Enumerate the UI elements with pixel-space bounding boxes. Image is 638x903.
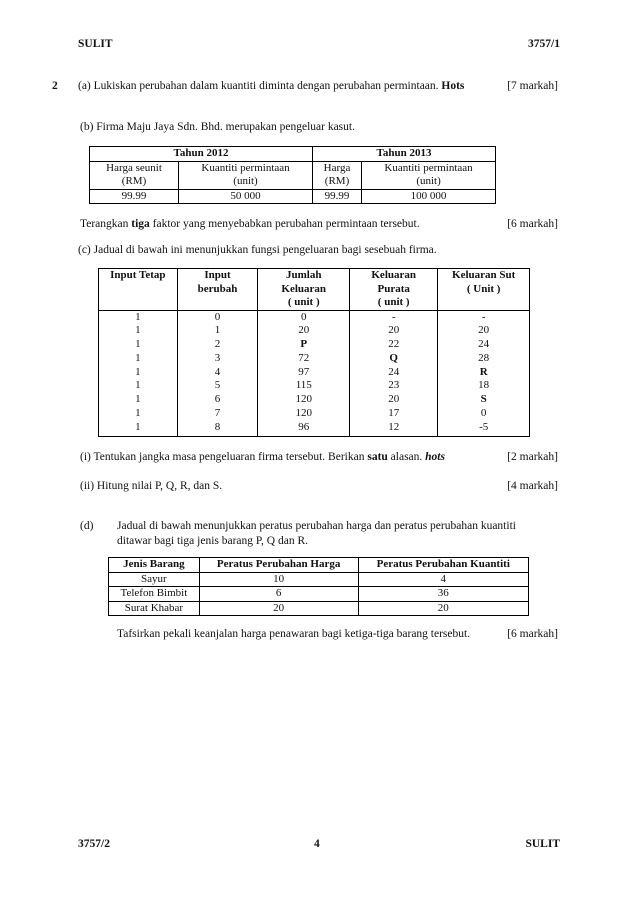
question-b-task: Terangkan tiga faktor yang menyebabkan perubahan permintaan tersebut. — [80, 218, 420, 230]
table-cell: 0 — [177, 310, 258, 324]
table-cell: 115 — [258, 379, 350, 393]
table-cell: 12 — [350, 421, 438, 436]
year-2013-header: Tahun 2013 — [312, 147, 495, 162]
table-row — [109, 587, 529, 602]
question-c-i: (i) Tentukan jangka masa pengeluaran firma tersebut. Berikan satu alasan. hots — [80, 451, 445, 463]
year-2012-header: Tahun 2012 — [90, 147, 313, 162]
question-b-intro: (b) Firma Maju Jaya Sdn. Bhd. merupakan pengeluar kasut. — [80, 121, 355, 133]
table-cell: - — [438, 310, 530, 324]
question-d-line2: ditawar bagi tiga jenis barang P, Q dan R. — [117, 535, 308, 547]
price-2013: 99.99 — [312, 189, 361, 204]
production-table — [98, 268, 530, 437]
table-cell: 7 — [177, 407, 258, 421]
table-cell: 72 — [258, 352, 350, 366]
question-d-label: (d) — [80, 520, 94, 532]
question-d-marks: [6 markah] — [507, 628, 558, 640]
table-cell: 0 — [258, 310, 350, 324]
col-peratus-harga: Peratus Perubahan Harga — [199, 558, 358, 573]
table-cell: 97 — [258, 366, 350, 380]
table-cell: 20 — [350, 393, 438, 407]
table-cell: 20 — [350, 324, 438, 338]
table-cell: 120 — [258, 407, 350, 421]
question-c-ii-marks: [4 markah] — [507, 480, 558, 492]
table-row — [99, 366, 530, 380]
question-d-task: Tafsirkan pekali keanjalan harga penawaran bagi ketiga-tiga barang tersebut. — [117, 628, 471, 640]
table-cell: 36 — [358, 587, 528, 602]
question-number: 2 — [52, 80, 58, 92]
table-cell: 5 — [177, 379, 258, 393]
table-cell: 28 — [438, 352, 530, 366]
col-input-berubah: Input berubah — [177, 269, 258, 311]
table-row — [109, 572, 529, 587]
table-row — [99, 407, 530, 421]
table-row — [99, 324, 530, 338]
table-cell: P — [258, 338, 350, 352]
table-cell: 1 — [99, 324, 178, 338]
question-a-marks: [7 markah] — [507, 80, 558, 92]
table-cell: 1 — [99, 338, 178, 352]
elasticity-table-body — [109, 572, 529, 616]
table-row — [99, 338, 530, 352]
table-cell: S — [438, 393, 530, 407]
table-cell: 1 — [177, 324, 258, 338]
qty-2013: 100 000 — [362, 189, 496, 204]
table-cell: 17 — [350, 407, 438, 421]
table-cell: 1 — [99, 366, 178, 380]
col-peratus-kuantiti: Peratus Perubahan Kuantiti — [358, 558, 528, 573]
table-cell: 20 — [358, 601, 528, 616]
table-row — [99, 421, 530, 436]
qty-2012-header: Kuantiti permintaan (unit) — [179, 161, 313, 189]
col-keluaran-sut: Keluaran Sut ( Unit ) — [438, 269, 530, 311]
price-2013-header: Harga (RM) — [312, 161, 361, 189]
table-cell: 24 — [350, 366, 438, 380]
table-cell: 96 — [258, 421, 350, 436]
qty-2013-header: Kuantiti permintaan (unit) — [362, 161, 496, 189]
question-c-ii: (ii) Hitung nilai P, Q, R, dan S. — [80, 480, 223, 492]
table-row — [99, 310, 530, 324]
table-cell: Telefon Bimbit — [109, 587, 200, 602]
table-cell: 1 — [99, 379, 178, 393]
table-cell: R — [438, 366, 530, 380]
table-row — [99, 379, 530, 393]
table-cell: 1 — [99, 310, 178, 324]
table-cell: -5 — [438, 421, 530, 436]
table-cell: 24 — [438, 338, 530, 352]
question-c-intro: (c) Jadual di bawah ini menunjukkan fungsi pengeluaran bagi sesebuah firma. — [78, 244, 437, 256]
table-cell: 4 — [358, 572, 528, 587]
table-cell: 10 — [199, 572, 358, 587]
footer-right: SULIT — [525, 838, 560, 850]
table-cell: 3 — [177, 352, 258, 366]
question-b-marks: [6 markah] — [507, 218, 558, 230]
table-cell: 6 — [177, 393, 258, 407]
table-cell: 1 — [99, 393, 178, 407]
table-cell: 120 — [258, 393, 350, 407]
col-keluaran-purata: Keluaran Purata ( unit ) — [350, 269, 438, 311]
elasticity-table — [108, 557, 529, 616]
question-d-line1: Jadual di bawah menunjukkan peratus perubahan harga dan peratus perubahan kuantiti — [117, 520, 516, 532]
table-cell: Q — [350, 352, 438, 366]
table-row — [99, 393, 530, 407]
table-cell: 22 — [350, 338, 438, 352]
price-2012: 99.99 — [90, 189, 179, 204]
table-cell: Surat Khabar — [109, 601, 200, 616]
footer-left: 3757/2 — [78, 838, 110, 850]
table-row — [109, 601, 529, 616]
header-left: SULIT — [78, 38, 113, 50]
table-cell: 4 — [177, 366, 258, 380]
demand-table — [89, 146, 496, 204]
table-cell: 2 — [177, 338, 258, 352]
table-cell: 1 — [99, 421, 178, 436]
table-cell: 0 — [438, 407, 530, 421]
col-jumlah-keluaran: Jumlah Keluaran ( unit ) — [258, 269, 350, 311]
price-2012-header: Harga seunit (RM) — [90, 161, 179, 189]
table-cell: 1 — [99, 407, 178, 421]
table-cell: 20 — [199, 601, 358, 616]
col-input-tetap: Input Tetap — [99, 269, 178, 311]
table-cell: 1 — [99, 352, 178, 366]
table-cell: 20 — [438, 324, 530, 338]
qty-2012: 50 000 — [179, 189, 313, 204]
page-number: 4 — [314, 838, 320, 850]
table-row — [99, 352, 530, 366]
table-cell: 20 — [258, 324, 350, 338]
question-a: (a) Lukiskan perubahan dalam kuantiti diminta dengan perubahan permintaan. Hots — [78, 80, 465, 92]
question-c-i-marks: [2 markah] — [507, 451, 558, 463]
header-right: 3757/1 — [528, 38, 560, 50]
table-cell: - — [350, 310, 438, 324]
col-jenis-barang: Jenis Barang — [109, 558, 200, 573]
table-cell: 23 — [350, 379, 438, 393]
production-table-body — [99, 310, 530, 436]
table-cell: 6 — [199, 587, 358, 602]
table-cell: Sayur — [109, 572, 200, 587]
table-cell: 18 — [438, 379, 530, 393]
table-cell: 8 — [177, 421, 258, 436]
